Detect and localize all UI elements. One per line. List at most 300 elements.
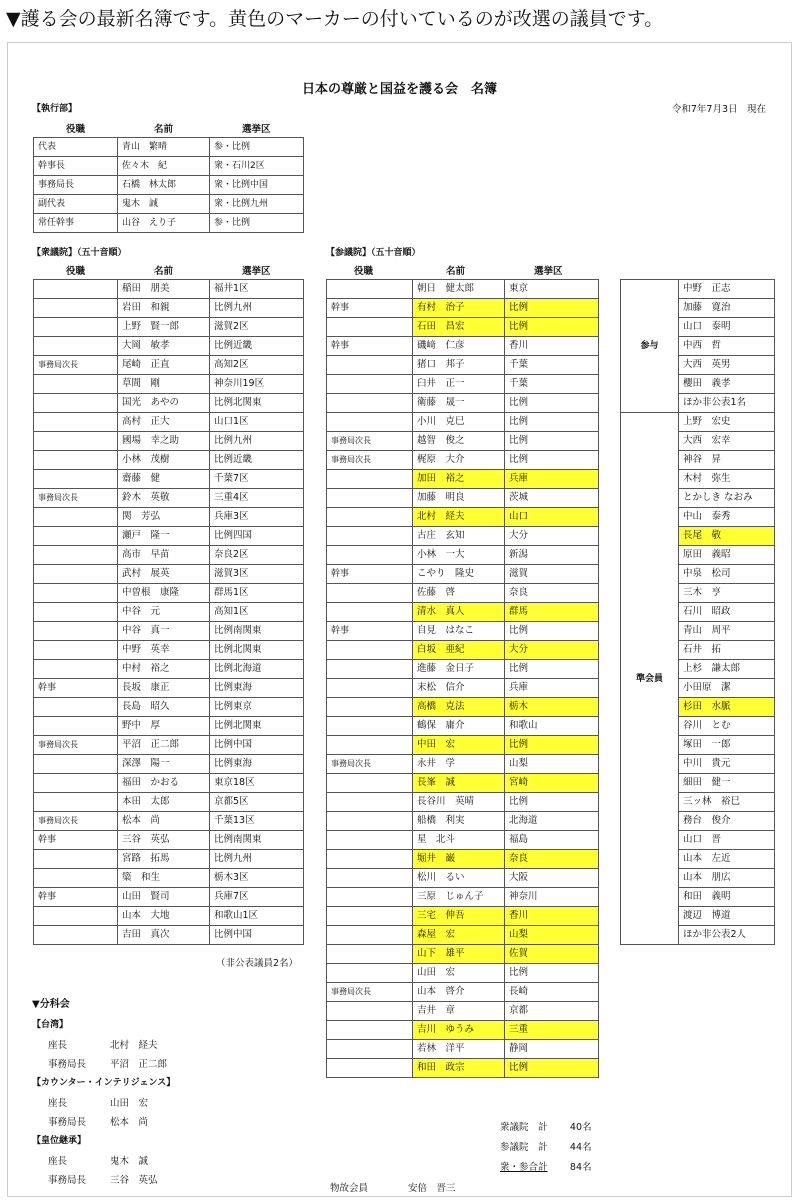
san-row — [327, 622, 599, 641]
shu-row — [34, 850, 304, 869]
san-role: 幹事 — [327, 622, 413, 641]
shu-district: 栃木3区 — [210, 869, 304, 888]
san-name: 山下 雄平 — [413, 945, 505, 964]
shu-row — [34, 356, 304, 375]
bunkakai-member: 松本 尚 — [110, 1117, 149, 1128]
san-role — [327, 717, 413, 736]
san-name: 堀井 巌 — [413, 850, 505, 869]
shu-name: 宮路 拓馬 — [118, 850, 210, 869]
total-value: 44名 — [569, 1142, 592, 1153]
shu-district: 比例中国 — [210, 926, 304, 945]
shu-district: 滋賀3区 — [210, 565, 304, 584]
shu-name: 三谷 英弘 — [118, 831, 210, 850]
shu-role — [34, 850, 118, 869]
exec-header-name: 名前 — [154, 124, 174, 135]
exec-name: 石橋 林太郎 — [118, 176, 210, 195]
san-name: 吉井 章 — [413, 1002, 505, 1021]
shu-role — [34, 394, 118, 413]
san-role — [327, 736, 413, 755]
shu-name: 中谷 元 — [118, 603, 210, 622]
shu-name: 岩田 和親 — [118, 299, 210, 318]
sanyo-name: 大西 英男 — [679, 356, 775, 375]
shu-name: 大岡 敏孝 — [118, 337, 210, 356]
san-name: 北村 経夫 — [413, 508, 505, 527]
jun-name: 三ッ林 裕巳 — [679, 793, 775, 812]
shu-role: 事務局次長 — [34, 356, 118, 375]
shu-row — [34, 812, 304, 831]
jun-name: 山口 晋 — [679, 831, 775, 850]
san-row — [327, 299, 599, 318]
bunkakai-member: 鬼木 誠 — [110, 1156, 149, 1167]
san-name: 白坂 亜紀 — [413, 641, 505, 660]
bunkakai-item — [48, 1056, 167, 1070]
exec-table — [33, 137, 304, 233]
shu-role — [34, 432, 118, 451]
san-row — [327, 812, 599, 831]
shu-name: 尾崎 正直 — [118, 356, 210, 375]
shu-role — [34, 375, 118, 394]
san-row — [327, 432, 599, 451]
roster-document — [7, 42, 792, 1197]
bunkakai-item — [48, 1172, 158, 1186]
exec-row — [34, 195, 304, 214]
san-district: 比例 — [505, 413, 599, 432]
san-row — [327, 717, 599, 736]
san-name: 磯﨑 仁彦 — [413, 337, 505, 356]
shu-name: 山田 賢司 — [118, 888, 210, 907]
shu-row — [34, 413, 304, 432]
shu-district: 比例九州 — [210, 850, 304, 869]
bunkakai-member: 山田 宏 — [110, 1098, 149, 1109]
san-role — [327, 641, 413, 660]
san-district: 神奈川 — [505, 888, 599, 907]
shu-row — [34, 736, 304, 755]
exec-district: 参・比例 — [210, 138, 304, 157]
shu-row — [34, 831, 304, 850]
shu-name: 長坂 康正 — [118, 679, 210, 698]
san-name: 吉川 ゆうみ — [413, 1021, 505, 1040]
san-district: 山梨 — [505, 926, 599, 945]
jun-name: 渡辺 博道 — [679, 907, 775, 926]
san-district: 佐賀 — [505, 945, 599, 964]
san-role — [327, 850, 413, 869]
san-row — [327, 869, 599, 888]
san-district: 比例 — [505, 451, 599, 470]
san-name: 鶴保 庸介 — [413, 717, 505, 736]
san-role — [327, 869, 413, 888]
san-row — [327, 375, 599, 394]
san-district: 比例 — [505, 432, 599, 451]
jun-name: 木村 弥生 — [679, 470, 775, 489]
shu-name: 中谷 真一 — [118, 622, 210, 641]
san-row — [327, 470, 599, 489]
shu-header-district: 選挙区 — [242, 266, 271, 277]
shu-role — [34, 584, 118, 603]
exec-name: 佐々木 紀 — [118, 157, 210, 176]
san-role — [327, 964, 413, 983]
bunkakai-role: 事務局長 — [48, 1059, 87, 1070]
jun-name: とかしき なおみ — [679, 489, 775, 508]
shu-role — [34, 869, 118, 888]
san-name: 森屋 宏 — [413, 926, 505, 945]
san-role: 幹事 — [327, 299, 413, 318]
shu-row — [34, 432, 304, 451]
san-role — [327, 489, 413, 508]
sanyo-group-label: 参与 — [621, 280, 679, 413]
exec-row — [34, 176, 304, 195]
san-role — [327, 660, 413, 679]
bunkakai-member: 平沼 正二郎 — [110, 1059, 168, 1070]
shu-row — [34, 470, 304, 489]
san-name: 山本 啓介 — [413, 983, 505, 1002]
shu-district: 京都5区 — [210, 793, 304, 812]
san-district: 京都 — [505, 1002, 599, 1021]
san-name: 山田 宏 — [413, 964, 505, 983]
shu-name: 小林 茂樹 — [118, 451, 210, 470]
exec-role: 幹事長 — [34, 157, 118, 176]
san-role — [327, 1002, 413, 1021]
san-row — [327, 318, 599, 337]
san-role — [327, 318, 413, 337]
shu-name: 本田 太郎 — [118, 793, 210, 812]
san-name: 有村 治子 — [413, 299, 505, 318]
total-row — [500, 1159, 592, 1173]
san-row — [327, 660, 599, 679]
shu-role — [34, 660, 118, 679]
san-row — [327, 1059, 599, 1078]
san-row — [327, 679, 599, 698]
san-role — [327, 394, 413, 413]
shu-row — [34, 755, 304, 774]
total-label: 衆・参合計 — [500, 1162, 548, 1173]
total-row — [500, 1119, 592, 1133]
san-district: 大分 — [505, 641, 599, 660]
bunkakai-item — [48, 1095, 148, 1109]
san-district: 比例 — [505, 964, 599, 983]
shu-row — [34, 337, 304, 356]
jun-name: 山本 朋広 — [679, 869, 775, 888]
san-district: 北海道 — [505, 812, 599, 831]
exec-role: 常任幹事 — [34, 214, 118, 233]
san-role — [327, 926, 413, 945]
san-district: 千葉 — [505, 375, 599, 394]
san-district: 滋賀 — [505, 565, 599, 584]
jun-name: 杉田 水脈 — [679, 698, 775, 717]
san-row — [327, 337, 599, 356]
san-role — [327, 470, 413, 489]
shu-district: 高知2区 — [210, 356, 304, 375]
san-row — [327, 831, 599, 850]
shu-district: 比例南関東 — [210, 622, 304, 641]
san-district: 香川 — [505, 907, 599, 926]
shu-role — [34, 451, 118, 470]
shu-row — [34, 508, 304, 527]
shu-name: 中村 裕之 — [118, 660, 210, 679]
san-name: 佐藤 啓 — [413, 584, 505, 603]
exec-name: 山谷 えり子 — [118, 214, 210, 233]
san-role — [327, 375, 413, 394]
san-row — [327, 736, 599, 755]
shu-role — [34, 280, 118, 299]
shu-district: 滋賀2区 — [210, 318, 304, 337]
shu-district: 比例東京 — [210, 698, 304, 717]
san-district: 奈良 — [505, 584, 599, 603]
san-name: 衛藤 晟一 — [413, 394, 505, 413]
san-role: 事務局次長 — [327, 451, 413, 470]
exec-name: 青山 繁晴 — [118, 138, 210, 157]
jun-name: 谷川 とむ — [679, 717, 775, 736]
shu-district: 山口1区 — [210, 413, 304, 432]
san-row — [327, 356, 599, 375]
san-district: 山口 — [505, 508, 599, 527]
san-name: 三原 じゅん子 — [413, 888, 505, 907]
shu-row — [34, 907, 304, 926]
shu-name: 松本 尚 — [118, 812, 210, 831]
exec-row — [34, 138, 304, 157]
document-title: 日本の尊厳と国益を護る会 名簿 — [301, 82, 497, 97]
san-row — [327, 1002, 599, 1021]
san-name: 中田 宏 — [413, 736, 505, 755]
san-header-role: 役職 — [354, 266, 374, 277]
shu-name: 國場 幸之助 — [118, 432, 210, 451]
san-role — [327, 812, 413, 831]
sanyo-name: 山口 泰明 — [679, 318, 775, 337]
bunkakai-role: 座長 — [48, 1156, 68, 1167]
san-row — [327, 926, 599, 945]
shu-row — [34, 888, 304, 907]
jun-name: 中川 貴元 — [679, 755, 775, 774]
sanyo-name: ほか非公表1名 — [679, 394, 775, 413]
total-label: 参議院 計 — [500, 1142, 548, 1153]
shu-district: 比例南関東 — [210, 831, 304, 850]
exec-header-role: 役職 — [66, 124, 86, 135]
shu-role: 事務局次長 — [34, 812, 118, 831]
bunkakai-member: 北村 経夫 — [110, 1040, 158, 1051]
san-district: 比例 — [505, 622, 599, 641]
sanyo-row — [621, 280, 775, 299]
exec-role: 事務局長 — [34, 176, 118, 195]
sanyo-name: 中西 哲 — [679, 337, 775, 356]
san-district: 群馬 — [505, 603, 599, 622]
san-row — [327, 945, 599, 964]
exec-role: 代表 — [34, 138, 118, 157]
shu-role — [34, 698, 118, 717]
bunkakai-heading: ▼分科会 — [32, 999, 70, 1010]
shu-name: 瀬戸 隆一 — [118, 527, 210, 546]
shu-name: 草間 剛 — [118, 375, 210, 394]
san-name: 長峯 誠 — [413, 774, 505, 793]
jun-name: 大西 宏幸 — [679, 432, 775, 451]
jun-name: 青山 周平 — [679, 622, 775, 641]
san-row — [327, 964, 599, 983]
san-role — [327, 888, 413, 907]
san-role: 事務局次長 — [327, 432, 413, 451]
sanyo-name: 櫻田 義孝 — [679, 375, 775, 394]
san-role — [327, 584, 413, 603]
san-role — [327, 1059, 413, 1078]
total-value: 40名 — [569, 1122, 592, 1133]
shu-role: 事務局次長 — [34, 489, 118, 508]
shu-district: 比例北海道 — [210, 660, 304, 679]
shu-district: 兵庫3区 — [210, 508, 304, 527]
total-value: 84名 — [569, 1162, 592, 1173]
shu-role: 幹事 — [34, 679, 118, 698]
san-role — [327, 280, 413, 299]
san-district: 東京 — [505, 280, 599, 299]
jun-name: 中山 泰秀 — [679, 508, 775, 527]
shu-district: 比例北関東 — [210, 717, 304, 736]
sanyo-name: 加藤 寛治 — [679, 299, 775, 318]
shu-district: 比例九州 — [210, 432, 304, 451]
san-table — [326, 279, 599, 1078]
san-role — [327, 603, 413, 622]
san-district: 比例 — [505, 736, 599, 755]
san-role — [327, 1040, 413, 1059]
jun-name: 原田 義昭 — [679, 546, 775, 565]
jun-name: ほか非公表2人 — [679, 926, 775, 945]
shu-role — [34, 337, 118, 356]
shu-row — [34, 584, 304, 603]
san-name: 猪口 邦子 — [413, 356, 505, 375]
san-district: 栃木 — [505, 698, 599, 717]
shu-district: 比例近畿 — [210, 451, 304, 470]
jun-name: 山本 左近 — [679, 850, 775, 869]
shu-name: 中曽根 康隆 — [118, 584, 210, 603]
shu-district: 比例四国 — [210, 527, 304, 546]
san-name: 梶原 大介 — [413, 451, 505, 470]
shu-role — [34, 470, 118, 489]
shu-name: 山本 大地 — [118, 907, 210, 926]
san-name: こやり 隆史 — [413, 565, 505, 584]
san-role: 幹事 — [327, 337, 413, 356]
shu-district: 比例東海 — [210, 679, 304, 698]
san-name: 星 北斗 — [413, 831, 505, 850]
jun-name: 三木 亨 — [679, 584, 775, 603]
san-row — [327, 546, 599, 565]
san-row — [327, 983, 599, 1002]
bunkakai-group-title: 【カウンター・インテリジェンス】 — [32, 1078, 176, 1088]
jun-name: 務台 俊介 — [679, 812, 775, 831]
san-name: 和田 政宗 — [413, 1059, 505, 1078]
shu-role — [34, 527, 118, 546]
bunkakai-group-title: 【皇位継承】 — [32, 1136, 87, 1146]
shu-role: 幹事 — [34, 831, 118, 850]
shu-row — [34, 660, 304, 679]
san-header-district: 選挙区 — [534, 266, 563, 277]
shu-district: 比例北関東 — [210, 641, 304, 660]
san-role — [327, 774, 413, 793]
san-district: 比例 — [505, 299, 599, 318]
shu-role — [34, 299, 118, 318]
shu-row — [34, 565, 304, 584]
deceased-name: 安倍 晋三 — [408, 1183, 456, 1194]
san-district: 長崎 — [505, 983, 599, 1002]
san-name: 船橋 利実 — [413, 812, 505, 831]
jun-name: 塚田 一郎 — [679, 736, 775, 755]
shu-district: 和歌山1区 — [210, 907, 304, 926]
san-district: 比例 — [505, 660, 599, 679]
san-district: 三重 — [505, 1021, 599, 1040]
shu-name: 武村 展英 — [118, 565, 210, 584]
san-district: 静岡 — [505, 1040, 599, 1059]
shu-name: 簗 和生 — [118, 869, 210, 888]
san-district: 兵庫 — [505, 470, 599, 489]
san-district: 比例 — [505, 1059, 599, 1078]
san-name: 末松 信介 — [413, 679, 505, 698]
shu-district: 高知1区 — [210, 603, 304, 622]
san-district: 福島 — [505, 831, 599, 850]
san-role: 事務局次長 — [327, 983, 413, 1002]
san-row — [327, 584, 599, 603]
shu-role — [34, 907, 118, 926]
san-name: 朝日 健太郎 — [413, 280, 505, 299]
shu-name: 高村 正大 — [118, 413, 210, 432]
san-role — [327, 527, 413, 546]
exec-row — [34, 157, 304, 176]
san-name: 永井 学 — [413, 755, 505, 774]
shu-role — [34, 717, 118, 736]
san-row — [327, 508, 599, 527]
shu-role — [34, 641, 118, 660]
shu-row — [34, 641, 304, 660]
shu-district: 千葉7区 — [210, 470, 304, 489]
san-name: 若林 洋平 — [413, 1040, 505, 1059]
shu-name: 長島 昭久 — [118, 698, 210, 717]
shu-role — [34, 508, 118, 527]
shu-role: 幹事 — [34, 888, 118, 907]
san-district: 茨城 — [505, 489, 599, 508]
shu-role — [34, 318, 118, 337]
san-role — [327, 793, 413, 812]
jun-name: 小田原 潔 — [679, 679, 775, 698]
jun-name: 神谷 昇 — [679, 451, 775, 470]
san-section-label: 【参議院】（五十音順） — [326, 248, 421, 258]
shu-name: 高市 早苗 — [118, 546, 210, 565]
shu-row — [34, 698, 304, 717]
san-row — [327, 565, 599, 584]
shu-table — [33, 279, 304, 945]
shu-row — [34, 869, 304, 888]
san-district: 香川 — [505, 337, 599, 356]
san-name: 加田 裕之 — [413, 470, 505, 489]
san-district: 大分 — [505, 527, 599, 546]
san-name: 松川 るい — [413, 869, 505, 888]
shu-header-name: 名前 — [154, 266, 174, 277]
san-name: 越智 俊之 — [413, 432, 505, 451]
san-name: 臼井 正一 — [413, 375, 505, 394]
san-district: 宮崎 — [505, 774, 599, 793]
jun-row — [621, 413, 775, 432]
san-name: 清水 真人 — [413, 603, 505, 622]
san-role — [327, 679, 413, 698]
shu-name: 深澤 陽一 — [118, 755, 210, 774]
exec-district: 衆・比例中国 — [210, 176, 304, 195]
shu-section-label: 【衆議院】（五十音順） — [32, 248, 127, 258]
shu-name: 中野 英幸 — [118, 641, 210, 660]
san-row — [327, 394, 599, 413]
san-row — [327, 527, 599, 546]
san-district: 奈良 — [505, 850, 599, 869]
bunkakai-role: 事務局長 — [48, 1175, 87, 1186]
san-district: 和歌山 — [505, 717, 599, 736]
san-role — [327, 508, 413, 527]
bunkakai-item — [48, 1114, 148, 1128]
san-row — [327, 489, 599, 508]
san-row — [327, 451, 599, 470]
san-row — [327, 1040, 599, 1059]
exec-district: 衆・石川2区 — [210, 157, 304, 176]
bunkakai-role: 座長 — [48, 1098, 68, 1109]
